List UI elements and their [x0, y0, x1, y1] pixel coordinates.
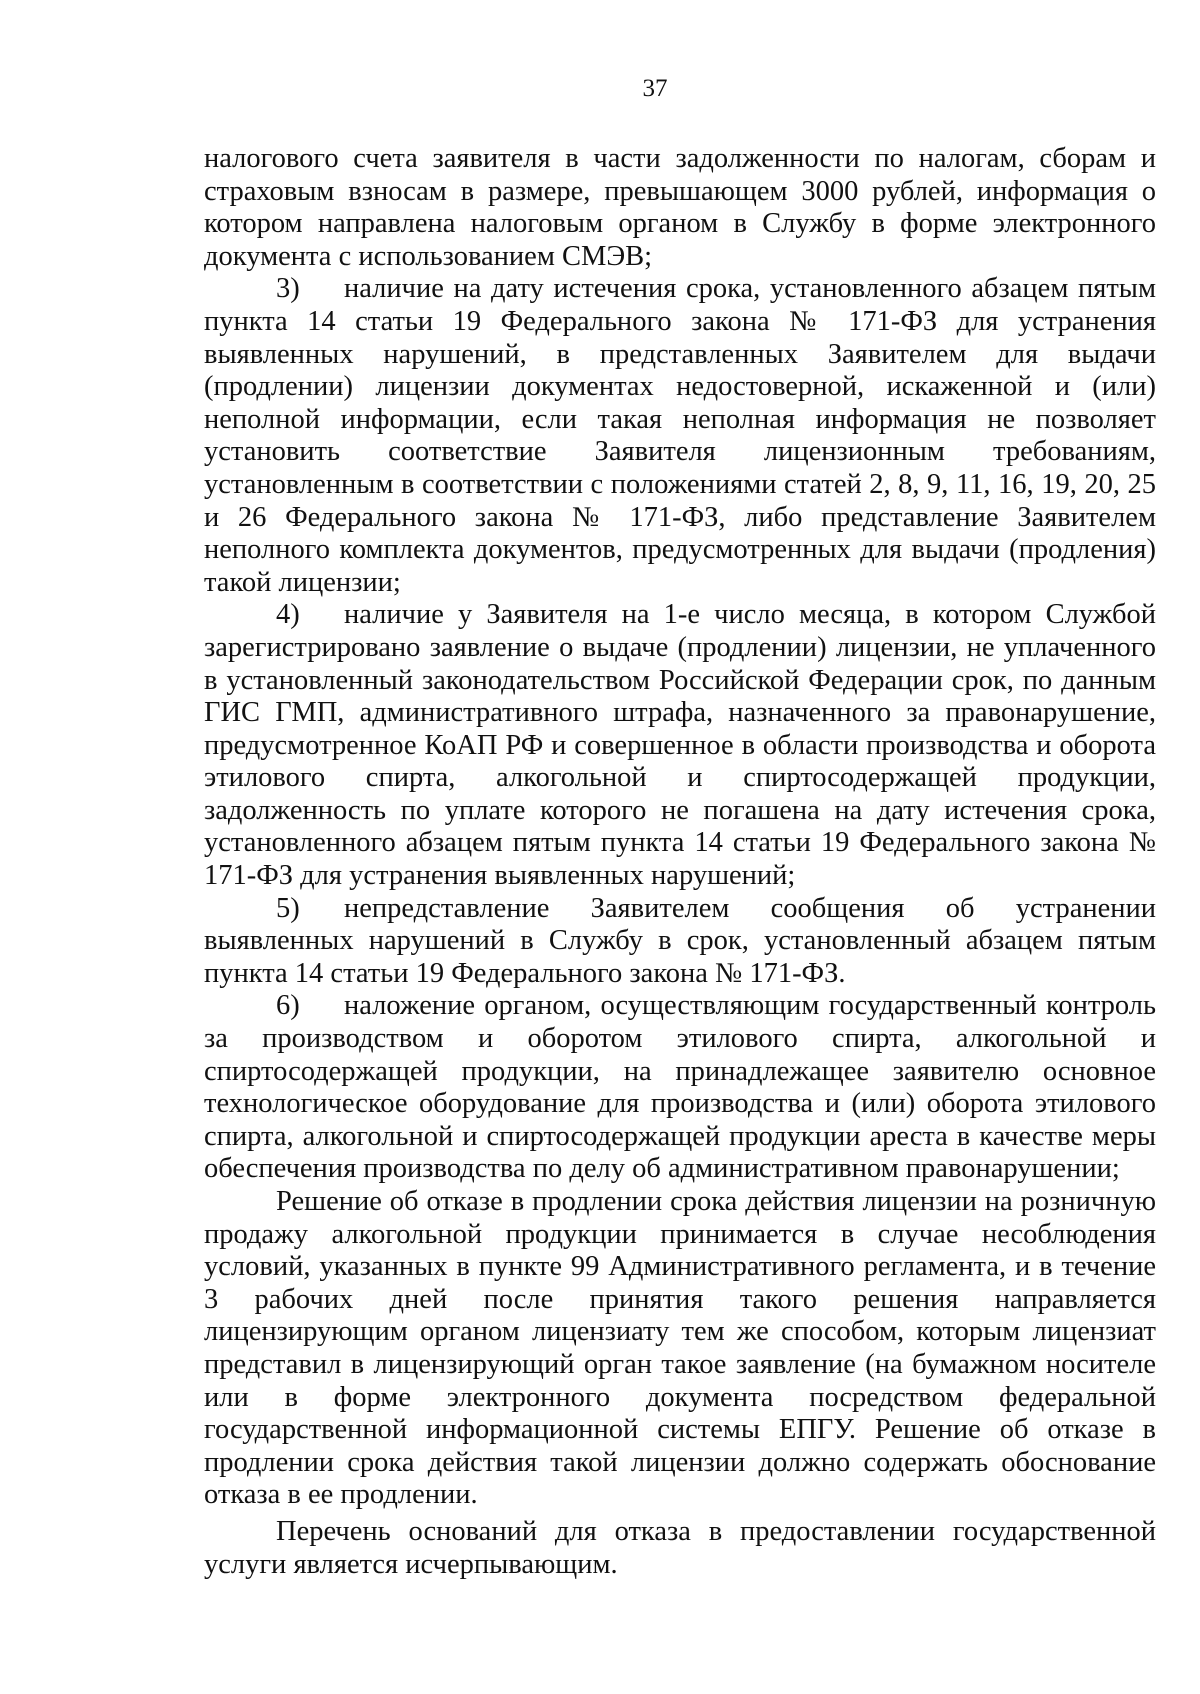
paragraph-continuation: [204, 143, 1156, 273]
list-item-5: [204, 893, 1156, 991]
list-item-number: 4): [276, 599, 300, 631]
list-item-text: непредставление Заявителем сообщения об устранении выявленных нарушений в Службу в срок, установленный абзацем пятым пункта 14 статьи 19 Федерального закона № 171-ФЗ.: [204, 892, 1156, 989]
document-body: [204, 143, 1156, 1581]
list-item-text: наличие на дату истечения срока, установленного абзацем пятым пункта 14 статьи 19 Федерального закона № 171-ФЗ для устранения выявленных нарушений, в представленных Заявителем для выдачи (продлении) лицензии документах недостоверной, искаженной и (или) неполной информации, если такая неполная информация не позволяет установить соответствие Заявителя лицензионным требованиям, установленным в соответствии с положениями статей 2, 8, 9, 11, 16, 19, 20, 25 и 26 Федерального закона № 171-ФЗ, либо представление Заявителем неполного комплекта документов, предусмотренных для выдачи (продления) такой лицензии;: [204, 273, 1156, 598]
paragraph-text: налогового счета заявителя в части задолженности по налогам, сборам и страховым взносам в размере, превышающем 3000 рублей, информация о котором направлена налоговым органом в Службу в форме электронного документа с использованием СМЭВ;: [204, 143, 1156, 272]
list-item-number: 3): [276, 273, 300, 305]
paragraph-exhaustive-list: [204, 1516, 1156, 1581]
list-item-number: 5): [276, 892, 300, 924]
list-item-4: [204, 599, 1156, 892]
list-item-6: [204, 990, 1156, 1186]
list-item-number: 6): [276, 990, 300, 1022]
list-item-text: наложение органом, осуществляющим государственный контроль за производством и оборотом этилового спирта, алкогольной и спиртосодержащей продукции, на принадлежащее заявителю основное технологическое оборудование для производства и (или) оборота этилового спирта, алкогольной и спиртосодержащей продукции ареста в качестве меры обеспечения производства по делу об административном правонарушении;: [204, 990, 1156, 1185]
page-number: 37: [642, 75, 668, 102]
paragraph-text: Решение об отказе в продлении срока действия лицензии на розничную продажу алкогольной продукции принимается в случае несоблюдения условий, указанных в пункте 99 Административного регламента, и в течение 3 рабочих дней после принятия такого решения направляется лицензирующим органом лицензиату тем же способом, которым лицензиат представил в лицензирующий орган такое заявление (на бумажном носителе или в форме электронного документа посредством федеральной государственной информационной системы ЕПГУ. Решение об отказе в продлении срока действия такой лицензии должно содержать обоснование отказа в ее продлении.: [204, 1186, 1156, 1511]
list-item-text: наличие у Заявителя на 1-е число месяца, в котором Службой зарегистрировано заявление о выдаче (продлении) лицензии, не уплаченного в установленный законодательством Российской Федерации срок, по данным ГИС ГМП, административного штрафа, назначенного за правонарушение, предусмотренное КоАП РФ и совершенное в области производства и оборота этилового спирта, алкогольной и спиртосодержащей продукции, задолженность по уплате которого не погашена на дату истечения срока, установленного абзацем пятым пункта 14 статьи 19 Федерального закона № 171-ФЗ для устранения выявленных нарушений;: [204, 599, 1156, 892]
list-item-3: [204, 273, 1156, 599]
paragraph-text: Перечень оснований для отказа в предоставлении государственной услуги является исчерпывающим.: [204, 1515, 1156, 1580]
paragraph-refusal-decision: [204, 1186, 1156, 1512]
